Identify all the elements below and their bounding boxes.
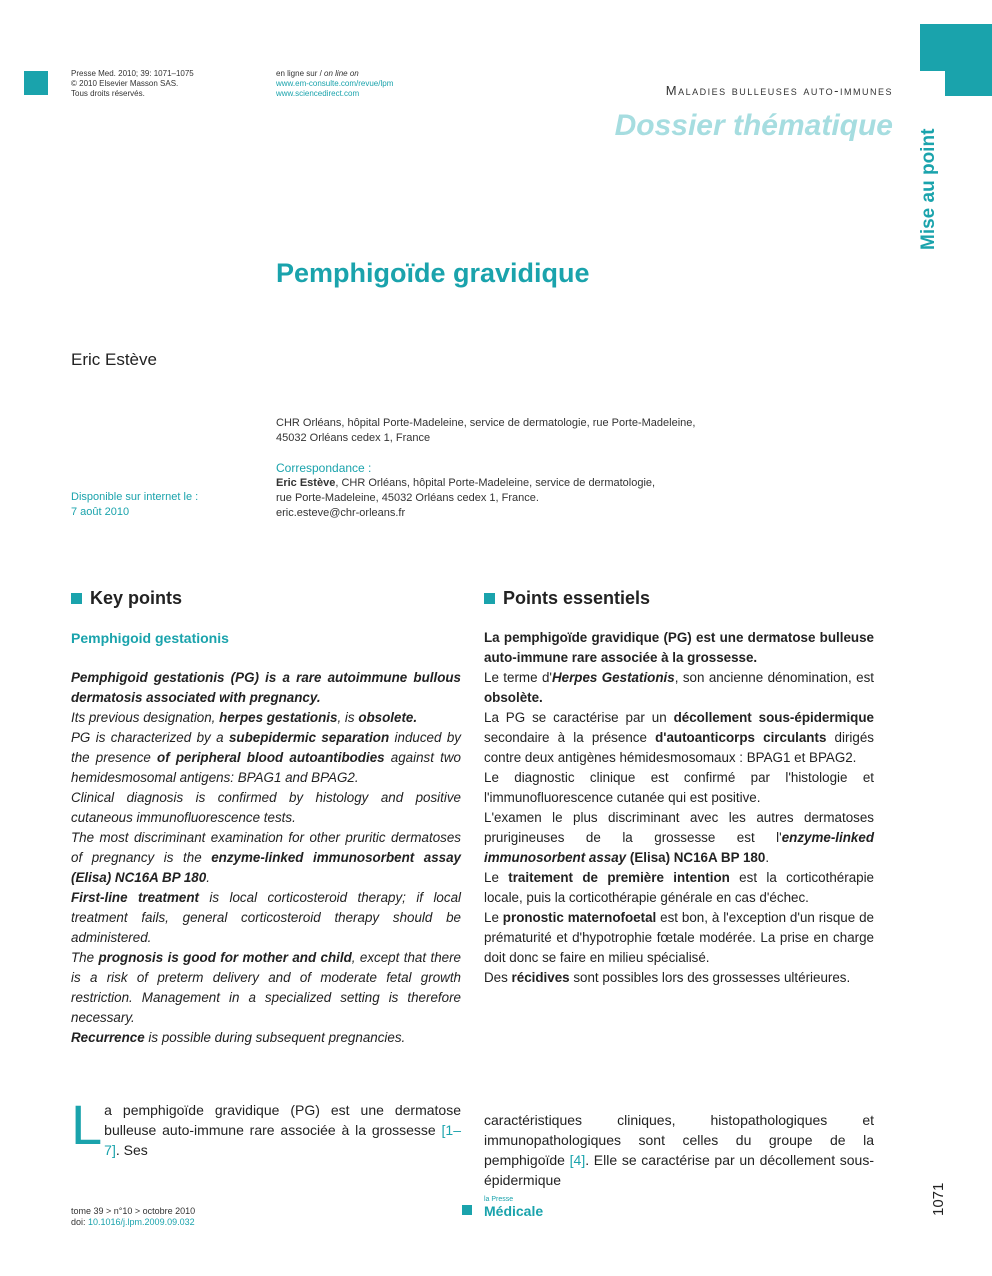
author: Eric Estève: [71, 350, 157, 369]
paragraph: Recurrence is possible during subsequent pregnancies.: [71, 1030, 406, 1045]
points-essentiels-heading: [484, 588, 650, 609]
points-essentiels-heading-text: Points essentiels: [503, 588, 651, 608]
copyright: © 2010 Elsevier Masson SAS.: [71, 79, 179, 88]
article-title: Pemphigoïde gravidique: [276, 258, 590, 288]
paragraph: The most discriminant examination for other pruritic dermatoses of pregnancy is the enzyme-linked immunosorbent assay (Elisa) NC16A BP 180.: [71, 830, 461, 885]
intro-text-left: La pemphigoïde gravidique (PG) est une dermatose bulleuse auto-immune rare associée à la grossesse [1–7]. Ses: [71, 1093, 461, 1158]
journal-ref: Presse Med. 2010; 39: 1071–1075: [71, 69, 194, 78]
correspondence: [276, 461, 655, 521]
paragraph: Le traitement de première intention est la corticothérapie locale, puis la corticothérapie générale en cas d'échec.: [484, 870, 875, 905]
paragraph: La PG se caractérise par un décollement sous-épidermique secondaire à la présence d'autoanticorps circulants dirigés contre deux antigènes hémidesmosomaux : BPAG1 et BPAG2.: [484, 710, 874, 765]
drop-cap: L: [71, 1093, 103, 1156]
paragraph: Its previous designation, herpes gestationis, is obsolete.: [71, 710, 418, 725]
section-title: Maladies bulleuses auto-immunes: [665, 83, 893, 98]
paragraph: Le terme d'Herpes Gestationis, son ancienne dénomination, est obsolète.: [484, 670, 875, 705]
affiliation-line: CHR Orléans, hôpital Porte-Madeleine, service de dermatologie, rue Porte-Madeleine,: [276, 417, 696, 429]
affiliation: [276, 416, 695, 446]
issue-info: tome 39 > n°10 > octobre 2010: [71, 1206, 196, 1216]
key-points-subheading: Pemphigoid gestationis: [71, 630, 229, 646]
correspondence-label: Correspondance :: [276, 461, 372, 475]
paragraph: Clinical diagnosis is confirmed by histology and positive cutaneous immunofluorescence tests.: [71, 790, 461, 825]
paragraph: PG is characterized by a subepidermic separation induced by the presence of peripheral blood autoantibodies against two hemidesmosomal antigens: BPAG1 and BPAG2.: [71, 730, 461, 785]
square-bullet-icon: [71, 593, 82, 604]
online-label-en: on line on: [324, 69, 359, 78]
paragraph: Le diagnostic clinique est confirmé par l'histologie et l'immunofluorescence cutanée qui est positive.: [484, 770, 874, 805]
footer-issue: [71, 1206, 195, 1228]
paragraph: Des récidives sont possibles lors des grossesses ultérieures.: [484, 970, 851, 985]
available-label: Disponible sur internet le :: [71, 491, 199, 503]
reference-link[interactable]: [1–7]: [104, 1122, 461, 1158]
key-points-body: [71, 668, 461, 1048]
corr-line: , CHR Orléans, hôpital Porte-Madeleine, service de dermatologie,: [335, 477, 656, 489]
side-label: Mise au point: [918, 128, 939, 250]
affiliation-line: 45032 Orléans cedex 1, France: [276, 432, 431, 444]
doi-label: doi:: [71, 1217, 89, 1227]
points-essentiels-body: [484, 628, 874, 988]
journal-logo: [484, 1196, 543, 1219]
corr-line: rue Porte-Madeleine, 45032 Orléans cedex 1, France.: [276, 492, 539, 504]
corr-email[interactable]: eric.esteve@chr-orleans.fr: [276, 507, 406, 519]
dossier-title: Dossier thématique: [614, 109, 893, 142]
paragraph: L'examen le plus discriminant avec les autres dermatoses prurigineuses de la grossesse est l'enzyme-linked immunosorbent assay (Elisa) NC16A BP 180.: [484, 810, 874, 865]
intro-text-right: caractéristiques cliniques, histopathologiques et immunopathologiques sont celles du groupe de la pemphigoïde [4]. Elle se caractérise par un décollement sous-épidermique: [484, 1112, 875, 1188]
journal-meta: [71, 69, 194, 99]
paragraph: La pemphigoïde gravidique (PG) est une dermatose bulleuse auto-immune rare associée à la grossesse.: [484, 630, 874, 665]
doi-link[interactable]: 10.1016/j.lpm.2009.09.032: [88, 1217, 195, 1227]
logo-line: la Presse: [484, 1196, 514, 1203]
page-number: 1071: [930, 1182, 947, 1216]
url-sciencedirect[interactable]: www.sciencedirect.com: [276, 89, 360, 98]
square-bullet-icon: [484, 593, 495, 604]
reference-link[interactable]: [4]: [569, 1152, 586, 1168]
corner-square-top-left: [24, 71, 48, 95]
logo-line: Médicale: [484, 1203, 544, 1219]
key-points-heading: [71, 588, 182, 609]
paragraph: Le pronostic maternofoetal est bon, à l'exception d'un risque de prématurité et d'hypotrophie fœtale modérée. La prise en charge doit donc se faire en milieu spécialisé.: [484, 910, 874, 965]
rights: Tous droits réservés.: [71, 89, 145, 98]
available-online: [71, 490, 198, 520]
corr-name: Eric Estève: [276, 477, 336, 489]
online-meta: [276, 69, 393, 99]
paragraph: Pemphigoid gestationis (PG) is a rare autoimmune bullous dermatosis associated with pregnancy.: [71, 670, 461, 705]
key-points-heading-text: Key points: [90, 588, 183, 608]
paragraph: The prognosis is good for mother and child, except that there is a risk of preterm delivery and of moderate fetal growth restriction. Management in a specialized setting is therefore necessary.: [71, 950, 462, 1025]
paragraph: First-line treatment is local corticosteroid therapy; if local treatment fails, general corticosteroid therapy should be administered.: [71, 890, 461, 945]
url-em-consulte[interactable]: www.em-consulte.com/revue/lpm: [276, 79, 394, 88]
footer-square-icon: [462, 1205, 472, 1215]
online-label: en ligne sur /: [276, 69, 325, 78]
available-date: 7 août 2010: [71, 506, 130, 518]
